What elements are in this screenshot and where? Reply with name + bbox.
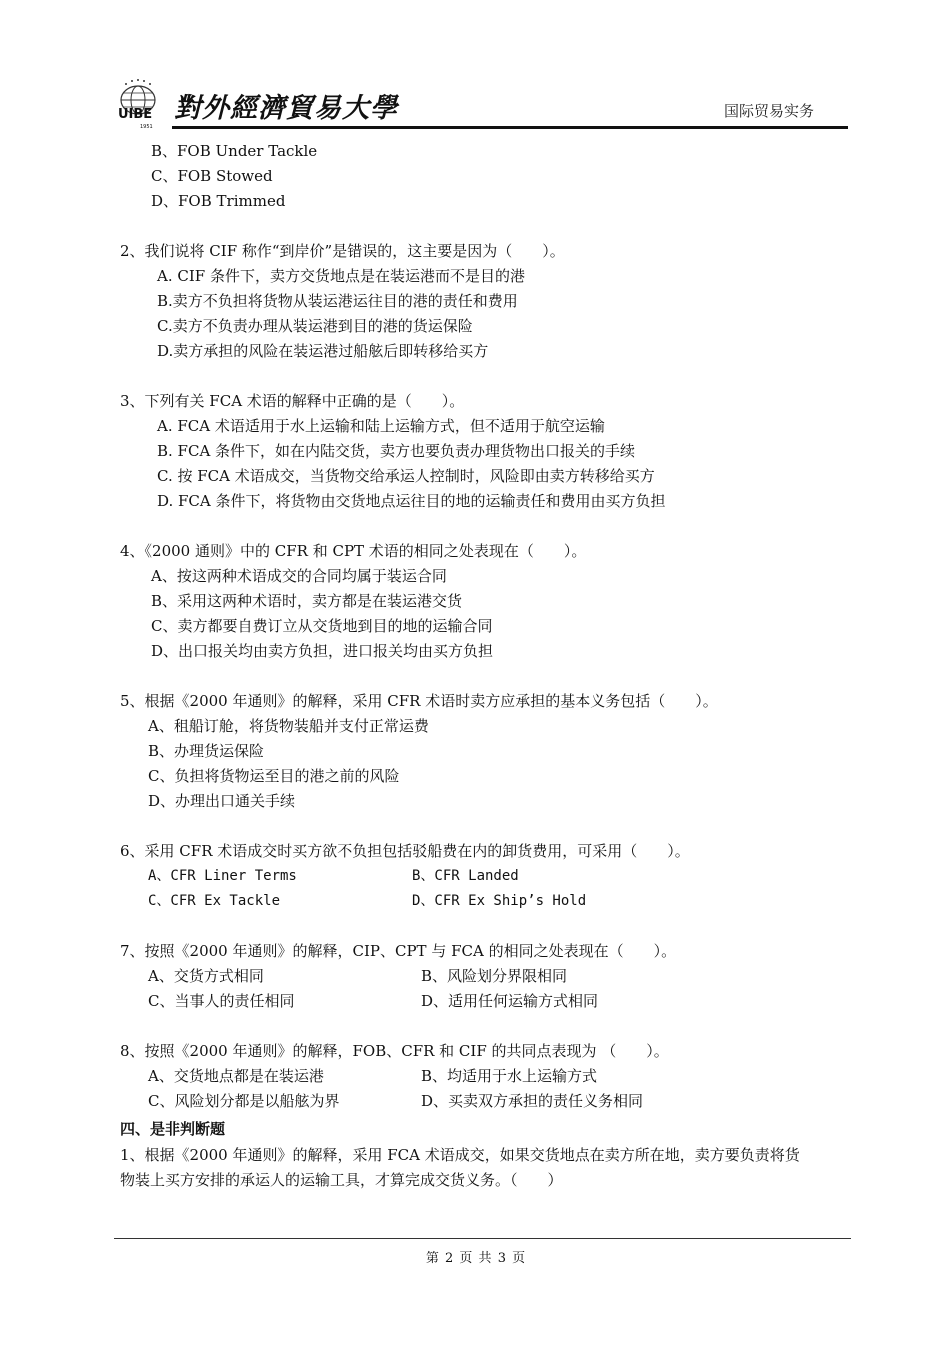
q4-option-c: C、卖方都要自费订立从交货地到目的地的运输合同 <box>151 617 493 635</box>
q8-stem: 8、按照《2000 年通则》的解释，FOB、CFR 和 CIF 的共同点表现为 （ ）。 <box>120 1042 669 1060</box>
page-content <box>120 139 860 1193</box>
page-header <box>112 78 848 130</box>
q7-option-b: B、风险划分界限相同 <box>421 967 568 985</box>
q6-option-c: C、CFR Ex Tackle <box>148 893 281 909</box>
q2-option-a: A. CIF 条件下，卖方交货地点是在装运港而不是目的港 <box>157 267 525 285</box>
q6-stem: 6、采用 CFR 术语成交时买方欲不负担包括驳船费在内的卸货费用，可采用（ ）。 <box>120 842 690 860</box>
q1-option-b: B、FOB Under Tackle <box>151 142 318 160</box>
logo-text: UIBE <box>118 107 153 122</box>
q3-option-c: C. 按 FCA 术语成交，当货物交给承运人控制时，风险即由卖方转移给买方 <box>157 467 655 485</box>
header-rule <box>172 126 848 129</box>
q8-option-c: C、风险划分都是以船舷为界 <box>148 1092 340 1110</box>
q1-option-d: D、FOB Trimmed <box>151 192 286 210</box>
q7-options-row-1 <box>120 964 860 989</box>
q3-stem: 3、下列有关 FCA 术语的解释中正确的是（ ）。 <box>120 392 465 410</box>
q2-option-c: C.卖方不负责办理从装运港到目的港的货运保险 <box>157 317 473 335</box>
section-4-q1-line-2: 物装上买方安排的承运人的运输工具，才算完成交货义务。（ ） <box>120 1171 563 1189</box>
q6-option-d: D、CFR Ex Ship’s Hold <box>412 893 587 909</box>
q6-options-row-1 <box>120 864 860 889</box>
logo-globe-icon <box>112 78 174 130</box>
q2-stem: 2、我们说将 CIF 称作“到岸价”是错误的，这主要是因为（ ）。 <box>120 242 565 260</box>
q8-option-b: B、均适用于水上运输方式 <box>421 1067 598 1085</box>
q5-stem: 5、根据《2000 年通则》的解释，采用 CFR 术语时卖方应承担的基本义务包括（ ）。 <box>120 692 718 710</box>
q4-option-a: A、按这两种术语成交的合同均属于装运合同 <box>151 567 447 585</box>
q4-stem: 4、《2000 通则》中的 CFR 和 CPT 术语的相同之处表现在（ ）。 <box>120 542 587 560</box>
q1-option-c: C、FOB Stowed <box>151 167 273 185</box>
q7-stem: 7、按照《2000 年通则》的解释，CIP、CPT 与 FCA 的相同之处表现在（ ）。 <box>120 942 677 960</box>
q5-option-c: C、负担将货物运至目的港之前的风险 <box>148 767 400 785</box>
footer-rule <box>114 1238 851 1239</box>
q3-option-b: B. FCA 条件下，如在内陆交货，卖方也要负责办理货物出口报关的手续 <box>157 442 636 460</box>
q6-option-b: B、CFR Landed <box>412 868 519 884</box>
logo-year: 1951 <box>140 124 153 130</box>
q2-option-b: B.卖方不负担将货物从装运港运往目的港的责任和费用 <box>157 292 518 310</box>
q3-option-d: D. FCA 条件下，将货物由交货地点运往目的地的运输责任和费用由买方负担 <box>157 492 666 510</box>
q7-option-d: D、适用任何运输方式相同 <box>421 992 599 1010</box>
section-4-q1-line-1: 1、根据《2000 年通则》的解释，采用 FCA 术语成交，如果交货地点在卖方所在地，卖方要负责将货 <box>120 1146 800 1164</box>
q7-options-row-2 <box>120 989 860 1014</box>
section-4-title: 四、是非判断题 <box>120 1120 226 1138</box>
page-number: 第 2 页 共 3 页 <box>425 1251 527 1266</box>
university-logo-icon <box>112 78 174 130</box>
q8-options-row-1 <box>120 1064 860 1089</box>
q8-options-row-2 <box>120 1089 860 1114</box>
q4-option-d: D、出口报关均由卖方负担，进口报关均由买方负担 <box>151 642 494 660</box>
q7-option-c: C、当事人的责任相同 <box>148 992 295 1010</box>
q8-option-d: D、买卖双方承担的责任义务相同 <box>421 1092 644 1110</box>
q5-option-b: B、办理货运保险 <box>148 742 265 760</box>
q4-option-b: B、采用这两种术语时，卖方都是在装运港交货 <box>151 592 463 610</box>
university-name: 對外經濟貿易大學 <box>174 93 398 124</box>
q6-options-row-2 <box>120 889 860 914</box>
q5-option-a: A、租船订舱，将货物装船并支付正常运费 <box>148 717 429 735</box>
q5-option-d: D、办理出口通关手续 <box>148 792 296 810</box>
q8-option-a: A、交货地点都是在装运港 <box>148 1067 324 1085</box>
q3-option-a: A. FCA 术语适用于水上运输和陆上运输方式，但不适用于航空运输 <box>157 417 605 435</box>
q6-option-a: A、CFR Liner Terms <box>148 868 297 884</box>
q7-option-a: A、交货方式相同 <box>148 967 264 985</box>
course-name: 国际贸易实务 <box>723 102 814 120</box>
q2-option-d: D.卖方承担的风险在装运港过船舷后即转移给买方 <box>157 342 489 360</box>
